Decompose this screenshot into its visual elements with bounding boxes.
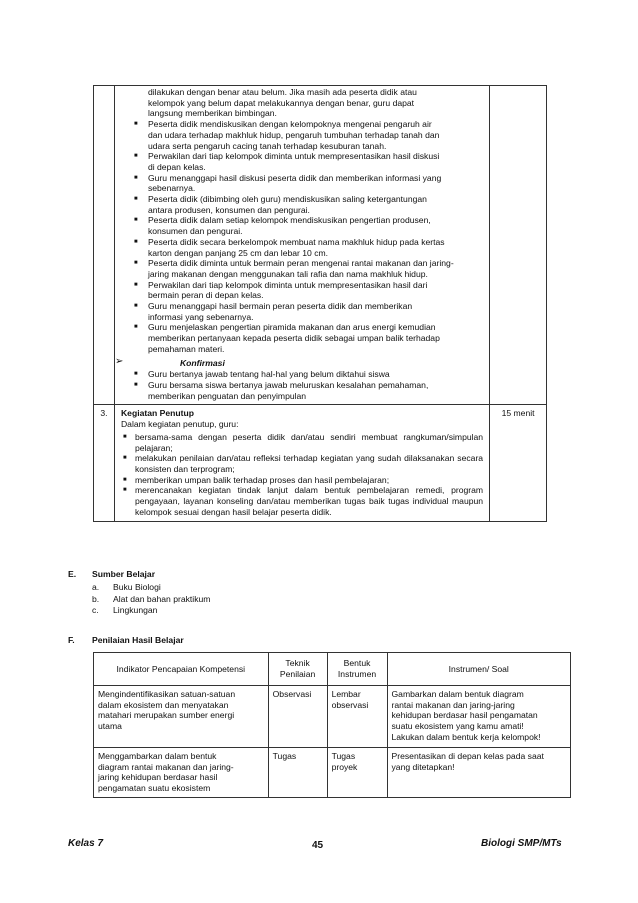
bentuk-cell: Tugas proyek (327, 748, 387, 798)
page-number: 45 (312, 840, 324, 851)
teknik-cell: Tugas (268, 748, 327, 798)
activity-cell (114, 86, 489, 405)
list-item: ■ melakukan penilaian dan/atau refleksi terhadap kegiatan yang sudah dilaksanakan secara konsisten dan terprogram; (121, 453, 483, 474)
list-item: ■ Guru menanggapi hasil diskusi peserta didik dan memberikan informasi yang sebenarnya. (115, 173, 489, 194)
penutup-cell (114, 405, 489, 522)
indikator-cell: Menggambarkan dalam bentuk diagram rantai makanan dan jaring- jaring kehidupan berdasar hasil pengamatan suatu ekosistem (94, 748, 269, 798)
konfirmasi-heading: ➢ Konfirmasi (114, 355, 225, 368)
list-item: b. Alat dan bahan praktikum (92, 593, 211, 604)
table-row (94, 686, 571, 748)
section-f-heading: F. Penilaian Hasil Belajar (68, 635, 184, 645)
list-item: ■ Guru menanggapi hasil bermain peran peserta didik dan memberikan informasi yang sebenarnya. (115, 301, 489, 322)
bentuk-cell: Lembar observasi (327, 686, 387, 748)
list-item: ■ Perwakilan dari tiap kelompok diminta untuk mempresentasikan hasil dari bermain peran di depan kelas. (115, 280, 489, 301)
list-item: a. Buku Biologi (92, 582, 161, 592)
list-item: ■ Peserta didik mendiskusikan dengan kelompoknya mengenai pengaruh air dan udara terhadap makhluk hidup, pengaruh tumbuhan terhadap tanah dan udara serta pengaruh cacing tanah terhadap kesuburan tanah. (115, 119, 489, 151)
time-allocation: 15 menit (490, 405, 547, 522)
list-item: ■ Peserta didik dalam setiap kelompok mendiskusikan pengertian produsen, konsumen dan pengurai. (115, 215, 489, 236)
header-instrumen: Instrumen/ Soal (387, 653, 571, 686)
lesson-activity-table (93, 85, 547, 522)
list-item: ■ Guru bertanya jawab tentang hal-hal yang belum diktahui siswa (115, 369, 489, 380)
list-item: ■ Guru menjelaskan pengertian piramida makanan dan arus energi kemudian memberikan pertanyaan kepada peserta didik sebagai umpan balik terhadap pemahaman materi. (115, 322, 489, 354)
list-item: ■ Peserta didik secara berkelompok membuat nama makhluk hidup pada kertas karton dengan panjang 25 cm dan lebar 10 cm. (115, 237, 489, 258)
footer-subject-label: Biologi SMP/MTs (481, 838, 562, 849)
list-item: ■ Guru bersama siswa bertanya jawab meluruskan kesalahan pemahaman, memberikan penguatan dan penyimpulan (115, 380, 489, 401)
penutup-intro: Dalam kegiatan penutup, guru: (120, 419, 239, 430)
list-item: ■ Peserta didik diminta untuk bermain peran mengenai rantai makanan dan jaring- jaring makanan dengan menggunakan tali rafia dan nama makhluk hidup. (115, 258, 489, 279)
assessment-table (93, 652, 571, 798)
list-item: ■ Perwakilan dari tiap kelompok diminta untuk mempresentasikan hasil diskusi di depan kelas. (115, 151, 489, 172)
soal-cell: Gambarkan dalam bentuk diagram rantai makanan dan jaring-jaring kehidupan berdasar hasil pengamatan suatu ekosistem yang kamu amati! Lakukan dalam bentuk kerja kelompok! (387, 686, 571, 748)
sumber-belajar-list (68, 582, 468, 617)
header-bentuk: Bentuk Instrumen (327, 653, 387, 686)
row-number: 3. (94, 405, 115, 522)
list-item: ■ Peserta didik (dibimbing oleh guru) mendiskusikan saling ketergantungan antara produsen, konsumen dan pengurai. (115, 194, 489, 215)
section-e (68, 569, 468, 617)
table-row (94, 405, 547, 522)
list-item: ■ memberikan umpan balik terhadap proses dan hasil pembelajaran; (121, 475, 483, 486)
section-e-heading: E. Sumber Belajar (68, 569, 156, 579)
teknik-cell: Observasi (268, 686, 327, 748)
penutup-title: Kegiatan Penutup (120, 408, 195, 419)
activity-bullet-list (115, 119, 489, 354)
list-item: ■ bersama-sama dengan peserta didik dan/atau sendiri membuat rangkuman/simpulan pelajaran; (121, 432, 483, 453)
penutup-list (121, 432, 483, 518)
table-header-row (94, 653, 571, 686)
table-row (94, 748, 571, 798)
header-indikator: Indikator Pencapaian Kompetensi (94, 653, 269, 686)
konfirmasi-bullet-list (115, 369, 489, 401)
soal-cell: Presentasikan di depan kelas pada saat yang ditetapkan! (387, 748, 571, 798)
continuation-text: dilakukan dengan benar atau belum. Jika masih ada peserta didik atau kelompok yang belum dapat melakukannya dengan benar, guru dapat langsung memberikan bimbingan. (147, 87, 417, 119)
table-row (94, 86, 547, 405)
footer-class-label: Kelas 7 (68, 838, 104, 849)
arrow-bullet-icon: ➢ (114, 355, 124, 367)
header-teknik: Teknik Penilaian (268, 653, 327, 686)
list-item: ■ merencanakan kegiatan tindak lanjut dalam bentuk pembelajaran remedi, program pengayaan, layanan konseling dan/atau memberikan tugas baik tugas individual maupun kelompok sesuai dengan hasil belajar peserta didik. (121, 485, 483, 517)
list-item: c. Lingkungan (92, 605, 158, 615)
indikator-cell: Mengindentifikasikan satuan-satuan dalam ekosistem dan menyatakan matahari merupakan sumber energi utama (94, 686, 269, 748)
